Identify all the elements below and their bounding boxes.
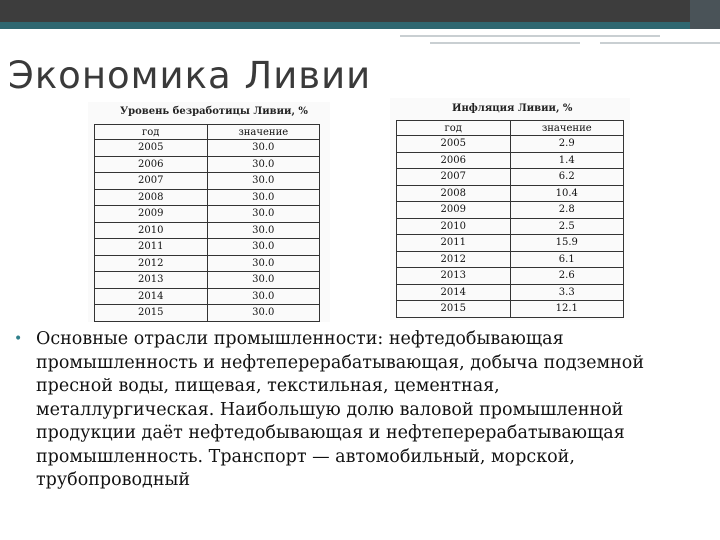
column-header-value: значение	[510, 121, 624, 136]
unemployment-table-caption: Уровень безработицы Ливии, %	[120, 106, 308, 117]
cell-value: 30.0	[207, 255, 320, 272]
cell-value: 2.9	[510, 136, 624, 153]
cell-year: 2005	[397, 136, 511, 153]
cell-year: 2010	[95, 222, 208, 239]
bullet-marker: •	[14, 331, 23, 347]
cell-year: 2006	[397, 152, 511, 169]
table-header-row	[397, 121, 624, 136]
cell-value: 30.0	[207, 206, 320, 223]
cell-value: 30.0	[207, 156, 320, 173]
cell-year: 2012	[95, 255, 208, 272]
cell-value: 30.0	[207, 305, 320, 322]
table-row	[95, 156, 320, 173]
cell-year: 2008	[95, 189, 208, 206]
table-row	[397, 169, 624, 186]
cell-value: 6.1	[510, 251, 624, 268]
cell-value: 30.0	[207, 239, 320, 256]
cell-year: 2009	[95, 206, 208, 223]
unemployment-table-panel	[88, 102, 330, 322]
cell-value: 30.0	[207, 173, 320, 190]
table-row	[95, 222, 320, 239]
cell-year: 2007	[397, 169, 511, 186]
bullet-text: Основные отрасли промышленности: нефтедобывающая промышленность и нефтеперерабатывающая, добыча подземной пресной воды, пищевая, текстильная, цементная, металлургическая. Наибольшую долю валовой промышленной продукции даёт нефтедобывающая и нефтеперерабатывающая промышленность. Транспорт — автомобильный, морской, трубопроводный	[36, 329, 644, 490]
table-row	[397, 218, 624, 235]
cell-year: 2012	[397, 251, 511, 268]
inflation-table-caption: Инфляция Ливии, %	[452, 103, 573, 114]
table-row	[397, 268, 624, 285]
cell-year: 2005	[95, 140, 208, 157]
slide-title: Экономика Ливии	[8, 54, 372, 97]
table-header-row	[95, 125, 320, 140]
table-row	[397, 251, 624, 268]
cell-value: 3.3	[510, 284, 624, 301]
column-header-year: год	[95, 125, 208, 140]
cell-year: 2011	[95, 239, 208, 256]
table-row	[397, 301, 624, 318]
table-row	[95, 140, 320, 157]
cell-year: 2015	[95, 305, 208, 322]
table-row	[95, 288, 320, 305]
cell-value: 10.4	[510, 185, 624, 202]
table-row	[397, 152, 624, 169]
table-row	[397, 235, 624, 252]
table-row	[95, 173, 320, 190]
cell-year: 2007	[95, 173, 208, 190]
top-accent-bar	[0, 22, 690, 29]
table-row	[397, 284, 624, 301]
table-row	[95, 239, 320, 256]
cell-value: 30.0	[207, 272, 320, 289]
table-row	[95, 206, 320, 223]
inflation-table	[396, 120, 624, 318]
cell-value: 30.0	[207, 140, 320, 157]
cell-value: 2.5	[510, 218, 624, 235]
cell-year: 2014	[95, 288, 208, 305]
cell-year: 2013	[397, 268, 511, 285]
table-row	[95, 189, 320, 206]
top-bar	[0, 0, 720, 22]
table-row	[95, 305, 320, 322]
cell-year: 2013	[95, 272, 208, 289]
cell-year: 2015	[397, 301, 511, 318]
cell-year: 2008	[397, 185, 511, 202]
cell-value: 6.2	[510, 169, 624, 186]
column-header-year: год	[397, 121, 511, 136]
cell-value: 30.0	[207, 288, 320, 305]
cell-year: 2014	[397, 284, 511, 301]
cell-value: 15.9	[510, 235, 624, 252]
cell-year: 2010	[397, 218, 511, 235]
inflation-table-panel	[390, 98, 630, 320]
table-row	[95, 255, 320, 272]
bullet-point	[14, 328, 694, 493]
table-row	[397, 202, 624, 219]
top-corner-block	[690, 0, 720, 29]
table-row	[397, 136, 624, 153]
cell-value: 2.6	[510, 268, 624, 285]
table-row	[95, 272, 320, 289]
decorative-line	[430, 42, 580, 44]
unemployment-table	[94, 124, 320, 322]
column-header-value: значение	[207, 125, 320, 140]
cell-value: 12.1	[510, 301, 624, 318]
table-row	[397, 185, 624, 202]
cell-value: 2.8	[510, 202, 624, 219]
cell-year: 2009	[397, 202, 511, 219]
decorative-line	[400, 35, 660, 37]
cell-value: 1.4	[510, 152, 624, 169]
cell-year: 2011	[397, 235, 511, 252]
cell-year: 2006	[95, 156, 208, 173]
cell-value: 30.0	[207, 222, 320, 239]
cell-value: 30.0	[207, 189, 320, 206]
decorative-line	[600, 42, 720, 44]
